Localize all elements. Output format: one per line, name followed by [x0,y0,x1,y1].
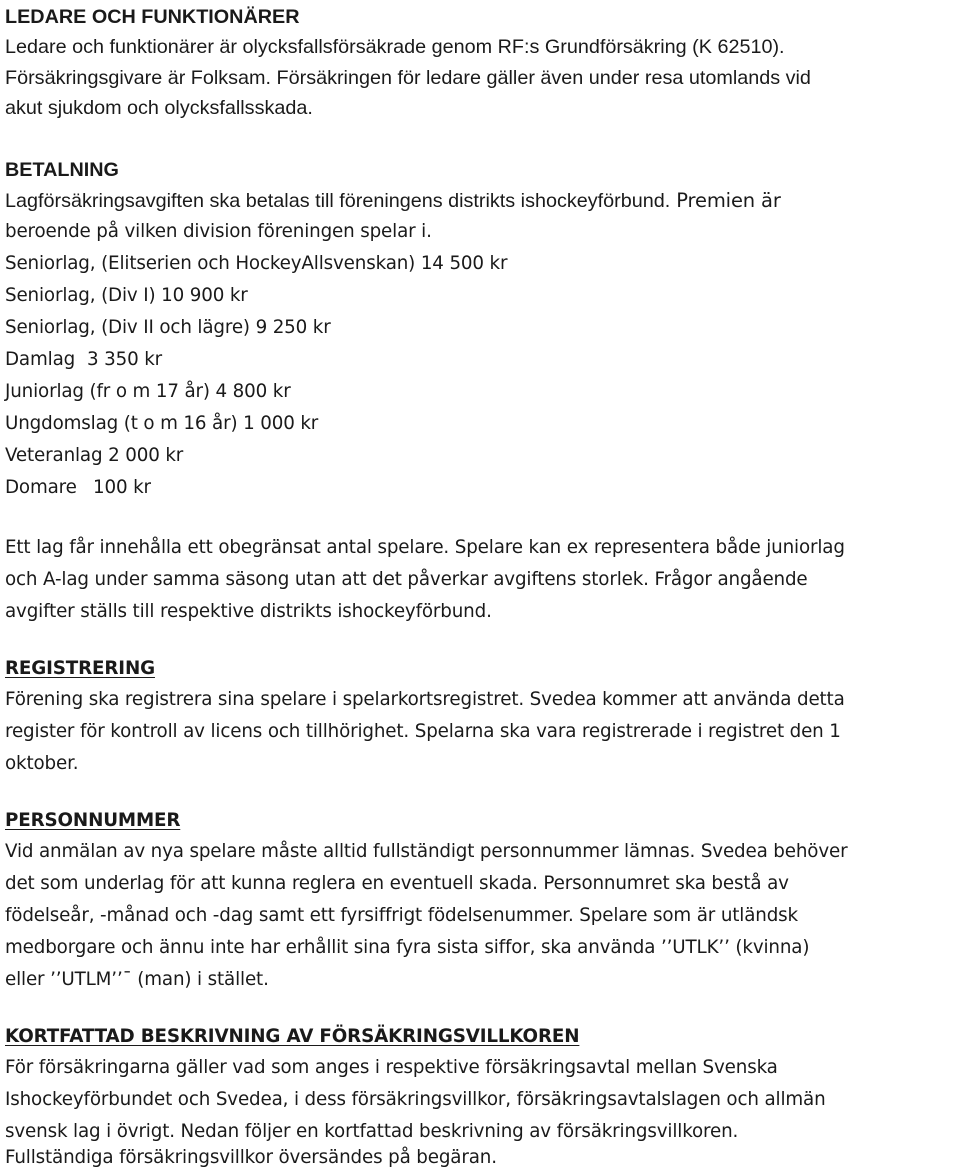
ledare-text-line: Försäkringsgivare är Folksam. Försäkringen för ledare gäller även under resa utomlands vid [5,67,811,89]
fee-item: Juniorlag (fr o m 17 år) 4 800 kr [5,381,291,402]
fee-item-damlag [5,345,162,375]
registrering-text-line: Förening ska registrera sina spelare i spelarkortsregistret. Svedea kommer att använda detta [5,689,845,710]
fee-item: Seniorlag, (Div II och lägre) 9 250 kr [5,317,331,338]
ledare-text-line: akut sjukdom och olycksfallsskada. [5,97,313,119]
personnummer-text-line: medborgare och ännu inte har erhållit sina fyra sista siffor, ska använda ’’UTLK’’ (kvinna) [5,937,810,958]
fee-item: Ungdomslag (t o m 16 år) 1 000 kr [5,413,319,434]
section-heading-kortfattad: KORTFATTAD BESKRIVNING AV FÖRSÄKRINGSVILLKOREN [5,1026,580,1047]
registrering-text-line: oktober. [5,753,79,774]
betalning-text-line [5,186,781,216]
fee-item: Seniorlag, (Div I) 10 900 kr [5,285,248,306]
betalning-paragraph-line: Ett lag får innehålla ett obegränsat antal spelare. Spelare kan ex representera både juniorlag [5,537,845,558]
kortfattad-text-line: Fullständiga försäkringsvillkor översändes på begäran. [5,1147,497,1168]
section-heading-betalning: BETALNING [5,159,119,181]
fee-label: Damlag [5,349,76,370]
personnummer-text-line: Vid anmälan av nya spelare måste alltid fullständigt personnummer lämnas. Svedea behöver [5,841,848,862]
betalning-text-line: beroende på vilken division föreningen spelar i. [5,221,432,242]
betalning-text-part: Lagförsäkringsavgiften ska betalas till föreningens distrikts ishockeyförbund. [5,190,671,212]
personnummer-text-line: födelseår, -månad och -dag samt ett fyrsiffrigt födelsenummer. Spelare som är utländsk [5,905,798,926]
personnummer-text-line: eller ’’UTLM’’ˉ (man) i stället. [5,969,269,990]
kortfattad-text-line: Ishockeyförbundet och Svedea, i dess försäkringsvillkor, försäkringsavtalslagen och allmän [5,1089,826,1110]
betalning-text-part: Premien är [670,189,781,212]
section-heading-ledare: LEDARE OCH FUNKTIONÄRER [5,6,300,28]
fee-item: Seniorlag, (Elitserien och HockeyAllsvenskan) 14 500 kr [5,253,508,274]
fee-item: Veteranlag 2 000 kr [5,445,184,466]
ledare-text-line: Ledare och funktionärer är olycksfallsförsäkrade genom RF:s Grundförsäkring (K 62510). [5,36,785,58]
betalning-paragraph-line: avgifter ställs till respektive distrikts ishockeyförbund. [5,601,492,622]
fee-amount: 3 350 kr [87,349,163,370]
betalning-paragraph-line: och A-lag under samma säsong utan att det påverkar avgiftens storlek. Frågor angående [5,569,808,590]
fee-amount: 100 kr [93,477,151,498]
personnummer-text-line: det som underlag för att kunna reglera en eventuell skada. Personnumret ska bestå av [5,873,789,894]
section-heading-registrering: REGISTRERING [5,658,155,679]
kortfattad-text-line: svensk lag i övrigt. Nedan följer en kortfattad beskrivning av försäkringsvillkoren. [5,1121,739,1142]
fee-item-domare [5,473,151,503]
registrering-text-line: register för kontroll av licens och tillhörighet. Spelarna ska vara registrerade i registret den 1 [5,721,841,742]
fee-label: Domare [5,477,77,498]
section-heading-personnummer: PERSONNUMMER [5,810,181,831]
kortfattad-text-line: För försäkringarna gäller vad som anges i respektive försäkringsavtal mellan Svenska [5,1057,778,1078]
